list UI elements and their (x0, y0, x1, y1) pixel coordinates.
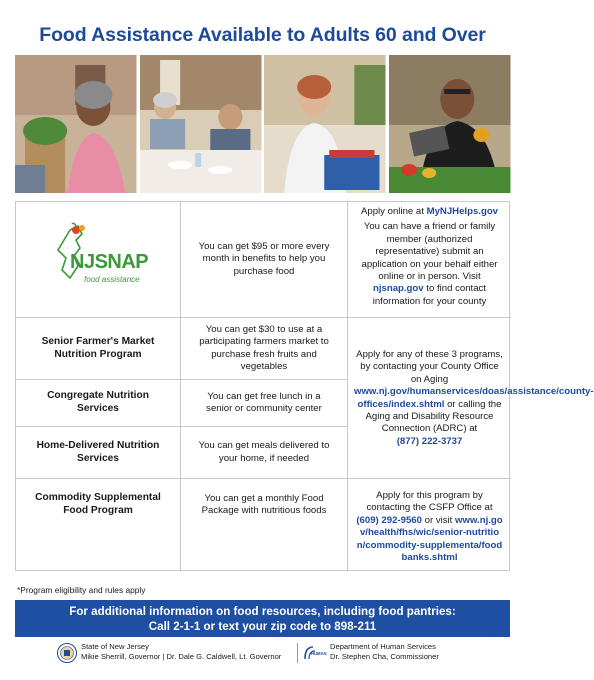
njsnap-link[interactable]: njsnap.gov (372, 283, 424, 295)
photo-group-dining (140, 55, 262, 193)
program-description: You can get $30 to use at a participating farmers market to purchase fresh fruits and vegetables (199, 323, 329, 372)
footer-state (81, 642, 281, 661)
program-name: Congregate Nutrition Services (47, 390, 149, 414)
csfp-howto (348, 490, 511, 566)
snap-description: You can get $95 or more every month in benefits to help you purchase food (198, 240, 330, 277)
shared-adrc-text: or calling the Aging and Disability Resource Connection (ADRC) at (365, 398, 502, 435)
snap-apply-text: Apply online at (360, 206, 427, 217)
footer-department (330, 642, 439, 661)
footer-commissioner: Dr. Stephen Cha, Commissioner (330, 651, 439, 661)
snap-representative-text: You can have a friend or family member (authorized representative) submit an application on your behalf either online or in person. Visit (361, 221, 498, 283)
footer-department-name: Department of Human Services (330, 642, 436, 651)
csfp-apply-text: Apply for this program by contacting the CSFP Office at (366, 490, 493, 514)
eligibility-note: *Program eligibility and rules apply (17, 585, 146, 595)
banner-line-1: For additional information on food resources, including food pantries: (69, 605, 456, 618)
logo-nj: NJ (70, 251, 95, 273)
page-title: Food Assistance Available to Adults 60 and Over (39, 24, 486, 46)
dhs-logo-text: HUMAN (311, 651, 327, 656)
info-banner (15, 600, 510, 637)
shared-apply-text: Apply for any of these 3 programs, by contacting your County Office on Aging (356, 349, 503, 385)
county-offices-link[interactable]: www.nj.gov/humanservices/doas/assistance/county-offices/index.shtml (354, 386, 594, 410)
program-name: Commodity Supplemental Food Program (35, 492, 161, 516)
photo-strip (15, 55, 510, 193)
snap-county-text: to find contact information for your county (372, 283, 487, 307)
logo-subtitle: food assistance (84, 275, 140, 284)
mynjhelps-link[interactable]: MyNJHelps.gov (426, 206, 499, 217)
shared-howto (348, 318, 594, 478)
csfp-link[interactable]: www.nj.gov/health/fhs/wic/senior-nutrition/commodity-supplementa/foodbanks.shtml (356, 514, 503, 564)
photo-woman-groceries (15, 55, 137, 193)
dhs-logo-icon (301, 643, 325, 663)
photo-woman-basket (264, 55, 386, 193)
program-description: You can get meals delivered to your home, if needed (198, 440, 330, 464)
snap-howto (348, 206, 511, 314)
nj-state-seal-icon (57, 643, 77, 663)
footer-governor: Mikie Sherrill, Governor | Dr. Dale G. Caldwell, Lt. Governor (81, 651, 282, 661)
njsnap-logo (48, 222, 158, 294)
adrc-phone[interactable]: (877) 222-3737 (396, 435, 463, 447)
logo-snap: SNAP (94, 251, 149, 273)
banner-line-2: Call 2-1-1 or text your zip code to 898-211 (148, 620, 377, 633)
program-name: Home-Delivered Nutrition Services (36, 439, 160, 464)
footer-state-name: State of New Jersey (81, 642, 149, 651)
photo-man-produce (389, 55, 511, 193)
program-description: You can get free lunch in a senior or community center (206, 390, 322, 414)
programs-table (15, 201, 594, 571)
program-name: Senior Farmer's Market Nutrition Program (41, 335, 155, 360)
csfp-visit-text: or visit (421, 514, 456, 526)
csfp-phone[interactable]: (609) 292-9560 (356, 514, 422, 526)
program-description: You can get a monthly Food Package with nutritious foods (201, 492, 327, 516)
